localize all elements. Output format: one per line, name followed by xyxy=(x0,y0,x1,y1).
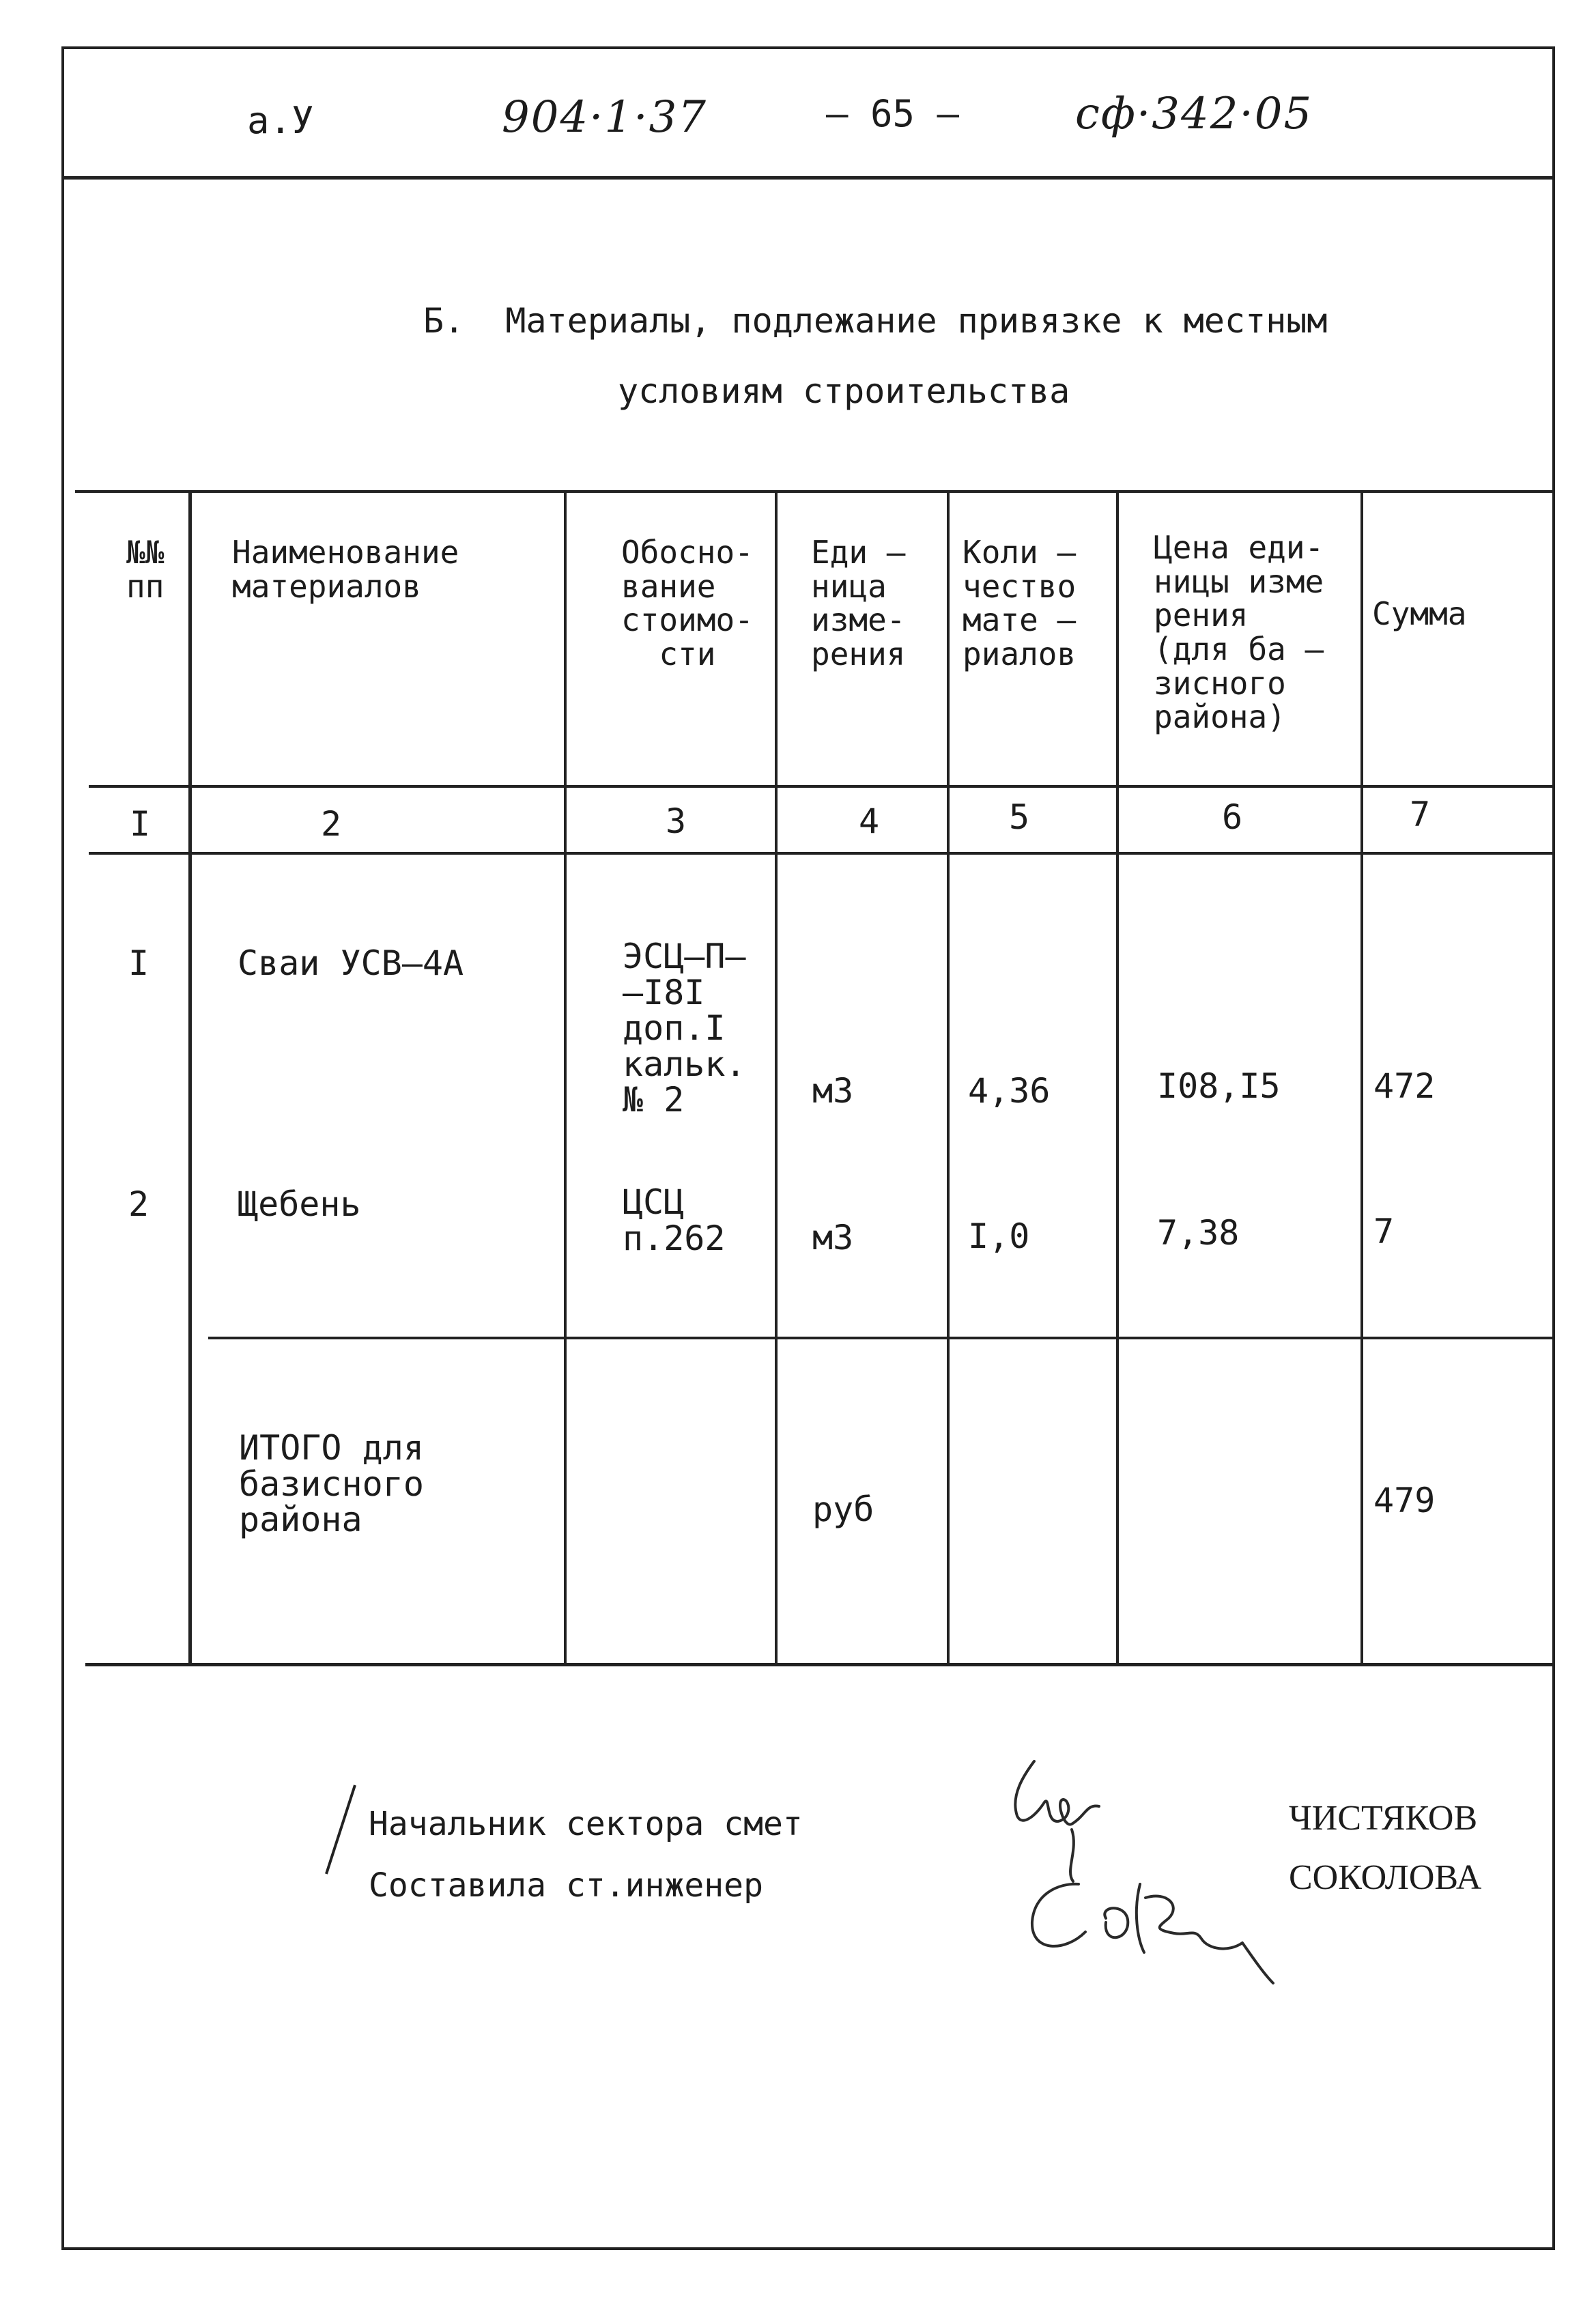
col-header-name: Наименование материалов xyxy=(232,534,459,605)
cost-basis: ЭСЦ–П– –I8I доп.I кальк. № 2 xyxy=(623,937,746,1120)
header-page-number: – 65 – xyxy=(826,92,960,135)
section-title-line2: условиям строительства xyxy=(618,371,1070,411)
quantity: I,0 xyxy=(968,1216,1030,1256)
unit-price: I08,I5 xyxy=(1157,1066,1281,1106)
total-sum: 479 xyxy=(1373,1481,1436,1520)
material-name: Сваи УСВ–4А xyxy=(238,943,464,983)
col-number-5: 5 xyxy=(1008,797,1030,837)
col-number-7: 7 xyxy=(1409,795,1431,834)
cost-basis: ЦСЦ п.262 xyxy=(623,1182,726,1258)
total-label: ИТОГО для базисного района xyxy=(239,1428,424,1539)
handwritten-signature xyxy=(969,1748,1283,1993)
col-number-2: 2 xyxy=(320,804,342,844)
col-header-unit: Еди – ница изме- рения xyxy=(811,534,906,673)
section-title-line1: Б. Материалы, подлежание привязке к местным xyxy=(423,301,1328,341)
col-number-4: 4 xyxy=(858,801,880,841)
row-number: 2 xyxy=(128,1184,149,1224)
signer-role-1: Начальник сектора смет xyxy=(369,1805,803,1843)
material-name: Щебень xyxy=(238,1184,361,1224)
row-number: I xyxy=(128,943,149,983)
header-divider xyxy=(63,176,1555,180)
header-series-code: сф·342·05 xyxy=(1075,89,1313,139)
quantity: 4,36 xyxy=(968,1071,1051,1111)
col-header-number: №№ пп xyxy=(126,534,165,605)
signer-role-2: Составила ст.инженер xyxy=(369,1866,763,1905)
sum: 7 xyxy=(1373,1212,1395,1251)
col-number-6: 6 xyxy=(1221,797,1243,837)
col-header-basis: Обосно- вание стоимо- сти xyxy=(621,534,754,673)
col-header-quantity: Коли – чество мате – риалов xyxy=(963,534,1077,673)
sum: 472 xyxy=(1373,1066,1436,1106)
col-number-3: 3 xyxy=(665,801,687,841)
col-number-1: I xyxy=(129,804,151,844)
col-header-sum: Сумма xyxy=(1372,595,1467,632)
unit: м3 xyxy=(812,1071,854,1111)
col-header-price: Цена еди- ницы изме рения (для ба – зисного района) xyxy=(1154,529,1324,736)
total-unit: руб xyxy=(812,1490,874,1529)
slash-mark xyxy=(321,1782,362,1877)
unit: м3 xyxy=(812,1218,854,1257)
header-project-code: 904·1·37 xyxy=(502,92,707,143)
signer-name-1: ЧИСТЯКОВ xyxy=(1289,1799,1478,1838)
header-left-code: а.У xyxy=(247,99,314,142)
unit-price: 7,38 xyxy=(1157,1213,1240,1253)
signer-name-2: СОКОЛОВА xyxy=(1289,1858,1482,1897)
